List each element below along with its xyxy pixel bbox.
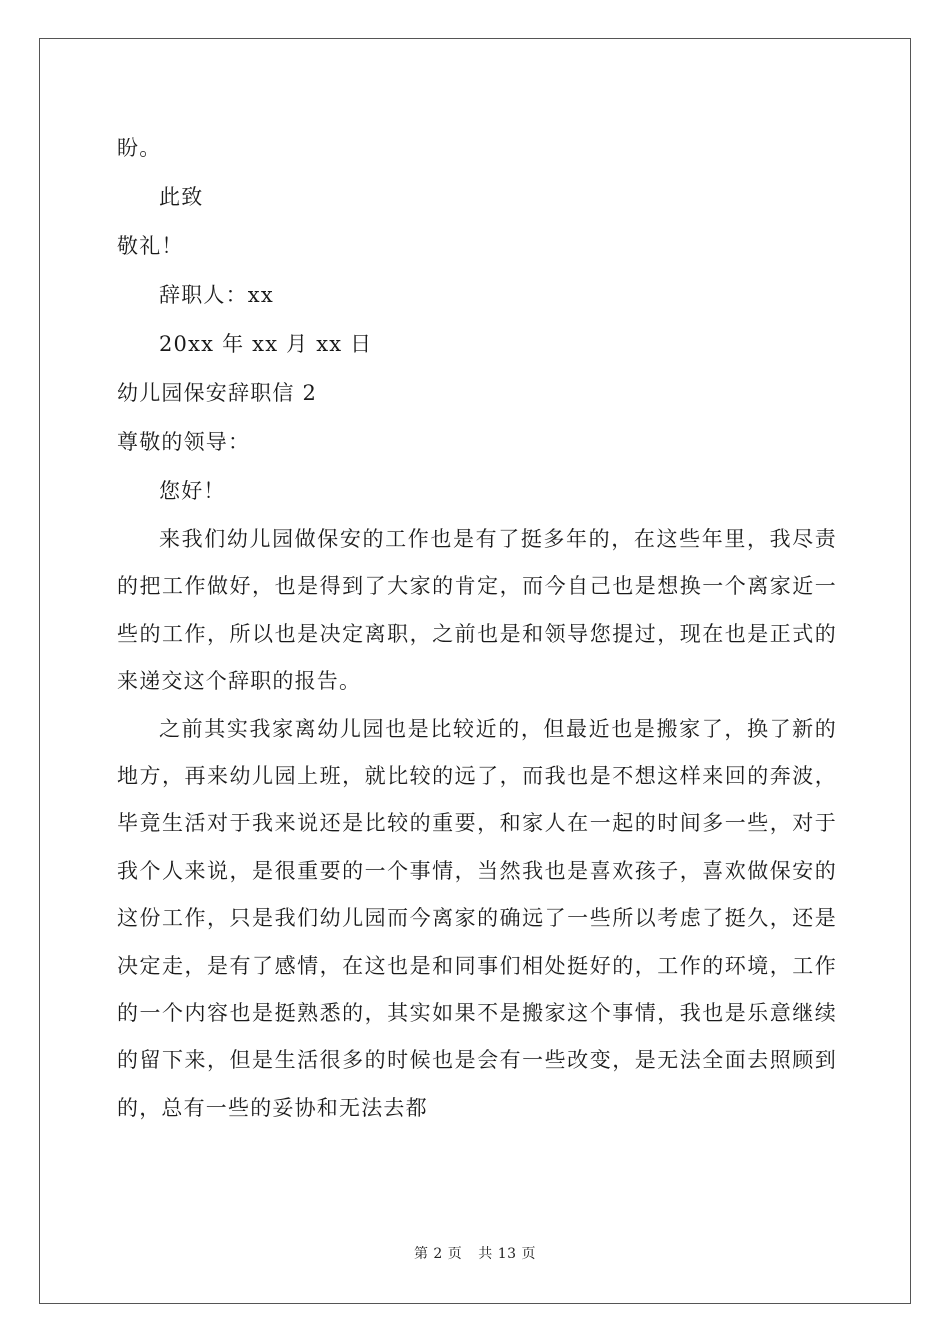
continuation-text: 盼。 (117, 136, 162, 160)
letter-title: 幼儿园保安辞职信 2 (117, 381, 318, 405)
signer-line: 辞职人：xx (159, 283, 274, 307)
closing-salutation: 此致 (159, 185, 204, 209)
document-body (117, 124, 837, 1132)
page-number-total: 共 13 页 (478, 1246, 537, 1262)
page-footer (0, 1243, 950, 1263)
addressee-line: 尊敬的领导： (117, 430, 251, 454)
closing-regards: 敬礼！ (117, 234, 184, 258)
page-number-current: 第 2 页 (413, 1246, 463, 1262)
date-line: 20xx 年 xx 月 xx 日 (159, 332, 373, 356)
greeting-line: 您好！ (159, 479, 226, 503)
body-paragraph-2: 之前其实我家离幼儿园也是比较近的，但最近也是搬家了，换了新的地方，再来幼儿园上班，就比较的远了，而我也是不想这样来回的奔波，毕竟生活对于我来说还是比较的重要，和家人在一起的时间多一些，对于我个人来说，是很重要的一个事情，当然我也是喜欢孩子，喜欢做保安的这份工作，只是我们幼儿园而今离家的确远了一些所以考虑了挺久，还是决定走，是有了感情，在这也是和同事们相处挺好的，工作的环境，工作的一个内容也是挺熟悉的，其实如果不是搬家这个事情，我也是乐意继续的留下来，但是生活很多的时候也是会有一些改变，是无法全面去照顾到的，总有一些的妥协和无法去都 (117, 716, 837, 1120)
body-paragraph-1: 来我们幼儿园做保安的工作也是有了挺多年的，在这些年里，我尽责的把工作做好，也是得到了大家的肯定，而今自己也是想换一个离家近一些的工作，所以也是决定离职，之前也是和领导您提过，现在也是正式的来递交这个辞职的报告。 (117, 527, 837, 694)
